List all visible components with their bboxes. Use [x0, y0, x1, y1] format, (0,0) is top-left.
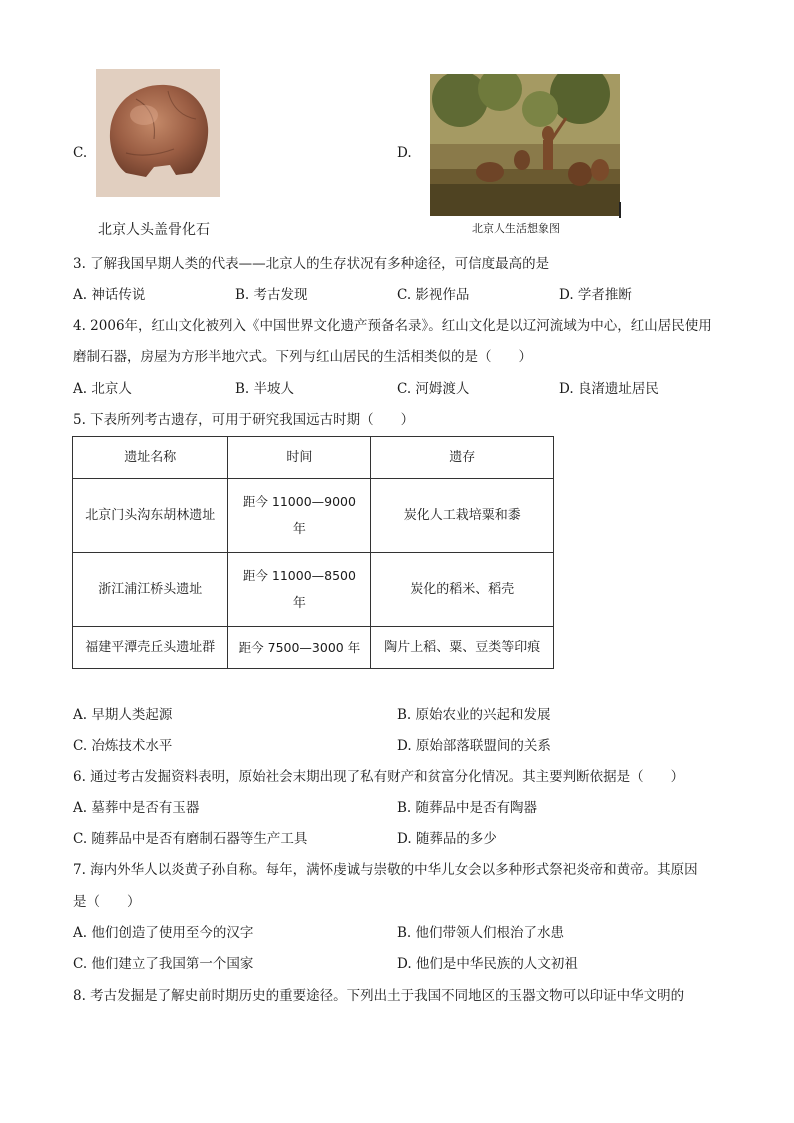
table-cell-relic: 炭化的稻米、稻壳	[371, 553, 554, 627]
q7-option-a: A. 他们创造了使用至今的汉字	[73, 925, 254, 941]
option-d-label: D.	[397, 145, 412, 161]
table-header-site: 遗址名称	[73, 437, 228, 479]
table-cell-site: 福建平潭壳丘头遗址群	[73, 627, 228, 669]
option-c-label: C.	[73, 145, 88, 161]
table-cell-relic: 陶片上稻、粟、豆类等印痕	[371, 627, 554, 669]
q7-option-b: B. 他们带领人们根治了水患	[397, 925, 565, 941]
archaeology-table	[72, 436, 554, 669]
question-4-stem-line2: 磨制石器，房屋为方形半地穴式。下列与红山居民的生活相类似的是（ ）	[73, 349, 532, 365]
table-row	[73, 479, 554, 553]
q4-option-b: B. 半坡人	[235, 381, 295, 397]
question-4-stem-line1: 4. 2006年，红山文化被列入《中国世界文化遗产预备名录》。红山文化是以辽河流域为中心，红山居民使用	[73, 318, 712, 334]
q6-option-d: D. 随葬品的多少	[397, 831, 497, 847]
option-c-caption: 北京人头盖骨化石	[98, 222, 210, 238]
q6-option-c: C. 随葬品中是否有磨制石器等生产工具	[73, 831, 308, 847]
table-cell-time	[228, 553, 371, 627]
time-line-1: 距今 11000—8500	[242, 567, 356, 583]
question-7-stem-line2: 是（ ）	[73, 894, 141, 910]
q3-option-c: C. 影视作品	[397, 287, 470, 303]
q5-option-a: A. 早期人类起源	[73, 707, 173, 723]
q3-option-a: A. 神话传说	[73, 287, 146, 303]
table-header-row	[73, 437, 554, 479]
table-header-time: 时间	[228, 437, 371, 479]
time-line-1: 距今 11000—9000	[242, 493, 356, 509]
question-3-stem: 3. 了解我国早期人类的代表——北京人的生存状况有多种途径，可信度最高的是	[73, 256, 550, 272]
table-cell-time	[228, 479, 371, 553]
q5-option-d: D. 原始部落联盟间的关系	[397, 738, 551, 754]
question-7-stem-line1: 7. 海内外华人以炎黄子孙自称。每年，满怀虔诚与崇敬的中华儿女会以多种形式祭祀炎帝和黄帝。其原因	[73, 862, 698, 878]
table-row	[73, 553, 554, 627]
question-8-stem: 8. 考古发掘是了解史前时期历史的重要途径。下列出土于我国不同地区的玉器文物可以印证中华文明的	[73, 988, 685, 1004]
q4-option-a: A. 北京人	[73, 381, 132, 397]
option-d-caption: 北京人生活想象图	[472, 222, 560, 235]
q3-option-b: B. 考古发现	[235, 287, 308, 303]
table-cell-relic: 炭化人工栽培粟和黍	[371, 479, 554, 553]
q6-option-b: B. 随葬品中是否有陶器	[397, 800, 538, 816]
table-header-relic: 遗存	[371, 437, 554, 479]
table-cell-site: 北京门头沟东胡林遗址	[73, 479, 228, 553]
time-line-2: 年	[292, 521, 306, 537]
table-row	[73, 627, 554, 669]
time-line-2: 年	[292, 595, 306, 611]
table-cell-time: 距今 7500—3000 年	[228, 627, 371, 669]
q3-option-d: D. 学者推断	[559, 287, 632, 303]
table-cell-site: 浙江浦江桥头遗址	[73, 553, 228, 627]
image-edge-mark	[619, 202, 621, 218]
q5-option-c: C. 冶炼技术水平	[73, 738, 173, 754]
q6-option-a: A. 墓葬中是否有玉器	[73, 800, 200, 816]
skull-fossil-image	[96, 69, 220, 197]
question-5-stem: 5. 下表所列考古遗存，可用于研究我国远古时期（ ）	[73, 412, 415, 428]
q5-option-b: B. 原始农业的兴起和发展	[397, 707, 551, 723]
q4-option-c: C. 河姆渡人	[397, 381, 470, 397]
q7-option-c: C. 他们建立了我国第一个国家	[73, 956, 254, 972]
question-6-stem: 6. 通过考古发掘资料表明，原始社会末期出现了私有财产和贫富分化情况。其主要判断依据是（ ）	[73, 769, 685, 785]
q7-option-d: D. 他们是中华民族的人文初祖	[397, 956, 578, 972]
q4-option-d: D. 良渚遗址居民	[559, 381, 659, 397]
peking-man-life-illustration	[430, 74, 620, 216]
